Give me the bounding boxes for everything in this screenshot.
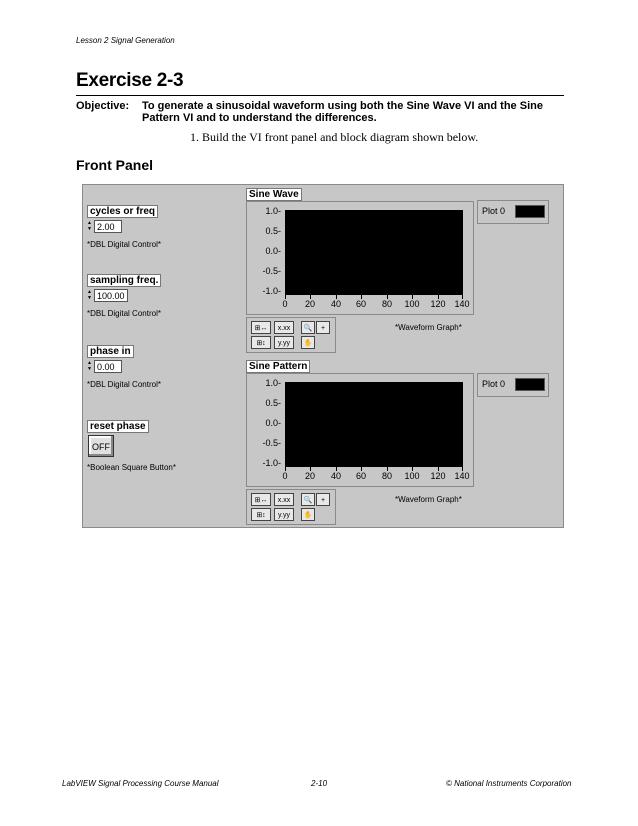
phase-in-label: phase in <box>87 345 134 358</box>
x-tick-label: 60 <box>355 299 366 309</box>
sampling-freq-input[interactable]: 100.00 <box>94 289 128 302</box>
x-tick-label: 20 <box>304 471 315 481</box>
phase-in-caption: *DBL Digital Control* <box>87 380 161 389</box>
pan-hand-icon[interactable]: ✋ <box>301 508 315 521</box>
x-tick-label: 0 <box>282 471 288 481</box>
x-tick-label: 100 <box>404 471 420 481</box>
sine-pattern-graph-label: Sine Pattern <box>246 360 310 373</box>
x-tick-label: 120 <box>430 299 446 309</box>
sine-wave-plot-area[interactable] <box>285 210 463 294</box>
x-axis-line <box>285 466 463 467</box>
sampling-freq-spinner[interactable]: ▲ ▼ <box>87 289 92 301</box>
section-title: Front Panel <box>76 157 154 173</box>
x-tick-label: 140 <box>454 471 470 481</box>
step-1: 1. Build the VI front panel and block diagram shown below. <box>190 130 479 144</box>
y-tick-label: 0.0- <box>265 246 281 256</box>
x-tick-label: 100 <box>404 299 420 309</box>
x-tick-label: 140 <box>454 299 470 309</box>
y-tick-label: -1.0- <box>262 286 281 296</box>
objective-label: Objective: <box>76 100 130 112</box>
x-format-button[interactable]: x.xx <box>274 493 294 506</box>
title-rule <box>76 95 564 96</box>
y-scale-format-button[interactable]: ⊞↕ <box>251 508 271 521</box>
sine-pattern-graph-caption: *Waveform Graph* <box>395 495 462 504</box>
legend-plot-label: Plot 0 <box>482 379 506 389</box>
sine-wave-graph-label: Sine Wave <box>246 188 302 201</box>
cycles-freq-spinner[interactable]: ▲ ▼ <box>87 220 92 232</box>
front-panel <box>82 184 564 528</box>
sine-wave-graph-caption: *Waveform Graph* <box>395 323 462 332</box>
sine-wave-legend[interactable] <box>477 200 549 224</box>
x-tick-label: 60 <box>355 471 366 481</box>
y-tick-label: 1.0- <box>265 206 281 216</box>
y-tick-label: 0.0- <box>265 418 281 428</box>
footer-right: © National Instruments Corporation <box>446 779 572 788</box>
sine-wave-graph-palette <box>246 317 336 353</box>
phase-in-input[interactable]: 0.00 <box>94 360 122 373</box>
cycles-freq-caption: *DBL Digital Control* <box>87 240 161 249</box>
reset-phase-caption: *Boolean Square Button* <box>87 463 176 472</box>
running-head: Lesson 2 Signal Generation <box>76 36 175 45</box>
y-tick-label: 0.5- <box>265 226 281 236</box>
x-axis-line <box>285 294 463 295</box>
y-scale-format-button[interactable]: ⊞↕ <box>251 336 271 349</box>
x-scale-format-button[interactable]: ⊞↔ <box>251 321 271 334</box>
sine-wave-graph <box>246 201 474 315</box>
sampling-freq-caption: *DBL Digital Control* <box>87 309 161 318</box>
plot-swatch-icon[interactable] <box>515 378 545 391</box>
reset-phase-button[interactable]: OFF <box>88 435 114 457</box>
y-format-button[interactable]: y.yy <box>274 336 294 349</box>
reset-phase-label: reset phase <box>87 420 149 433</box>
crosshair-icon[interactable]: + <box>316 321 330 334</box>
zoom-icon[interactable]: 🔍 <box>301 321 315 334</box>
zoom-icon[interactable]: 🔍 <box>301 493 315 506</box>
crosshair-icon[interactable]: + <box>316 493 330 506</box>
x-format-button[interactable]: x.xx <box>274 321 294 334</box>
sine-pattern-plot-area[interactable] <box>285 382 463 466</box>
y-tick-label: -0.5- <box>262 266 281 276</box>
cycles-freq-label: cycles or freq <box>87 205 158 218</box>
x-tick-label: 80 <box>381 471 392 481</box>
x-tick-label: 80 <box>381 299 392 309</box>
sine-pattern-legend[interactable] <box>477 373 549 397</box>
x-tick-label: 40 <box>330 471 341 481</box>
objective-text: To generate a sinusoidal waveform using both the Sine Wave VI and the Sine Pattern VI and to understand the differences. <box>142 100 543 124</box>
exercise-title: Exercise 2-3 <box>76 70 184 91</box>
plot-swatch-icon[interactable] <box>515 205 545 218</box>
pan-hand-icon[interactable]: ✋ <box>301 336 315 349</box>
x-tick-label: 0 <box>282 299 288 309</box>
sine-pattern-graph <box>246 373 474 487</box>
footer-page-number: 2-10 <box>311 779 328 788</box>
y-tick-label: 1.0- <box>265 378 281 388</box>
y-tick-label: -1.0- <box>262 458 281 468</box>
x-tick-label: 20 <box>304 299 315 309</box>
x-tick-label: 120 <box>430 471 446 481</box>
legend-plot-label: Plot 0 <box>482 206 506 216</box>
phase-in-spinner[interactable]: ▲ ▼ <box>87 360 92 372</box>
y-tick-label: -0.5- <box>262 438 281 448</box>
y-tick-label: 0.5- <box>265 398 281 408</box>
x-scale-format-button[interactable]: ⊞↔ <box>251 493 271 506</box>
sine-pattern-graph-palette <box>246 489 336 525</box>
cycles-freq-input[interactable]: 2.00 <box>94 220 122 233</box>
sampling-freq-label: sampling freq. <box>87 274 161 287</box>
y-format-button[interactable]: y.yy <box>274 508 294 521</box>
x-tick-label: 40 <box>330 299 341 309</box>
footer-left: LabVIEW Signal Processing Course Manual <box>62 779 219 788</box>
